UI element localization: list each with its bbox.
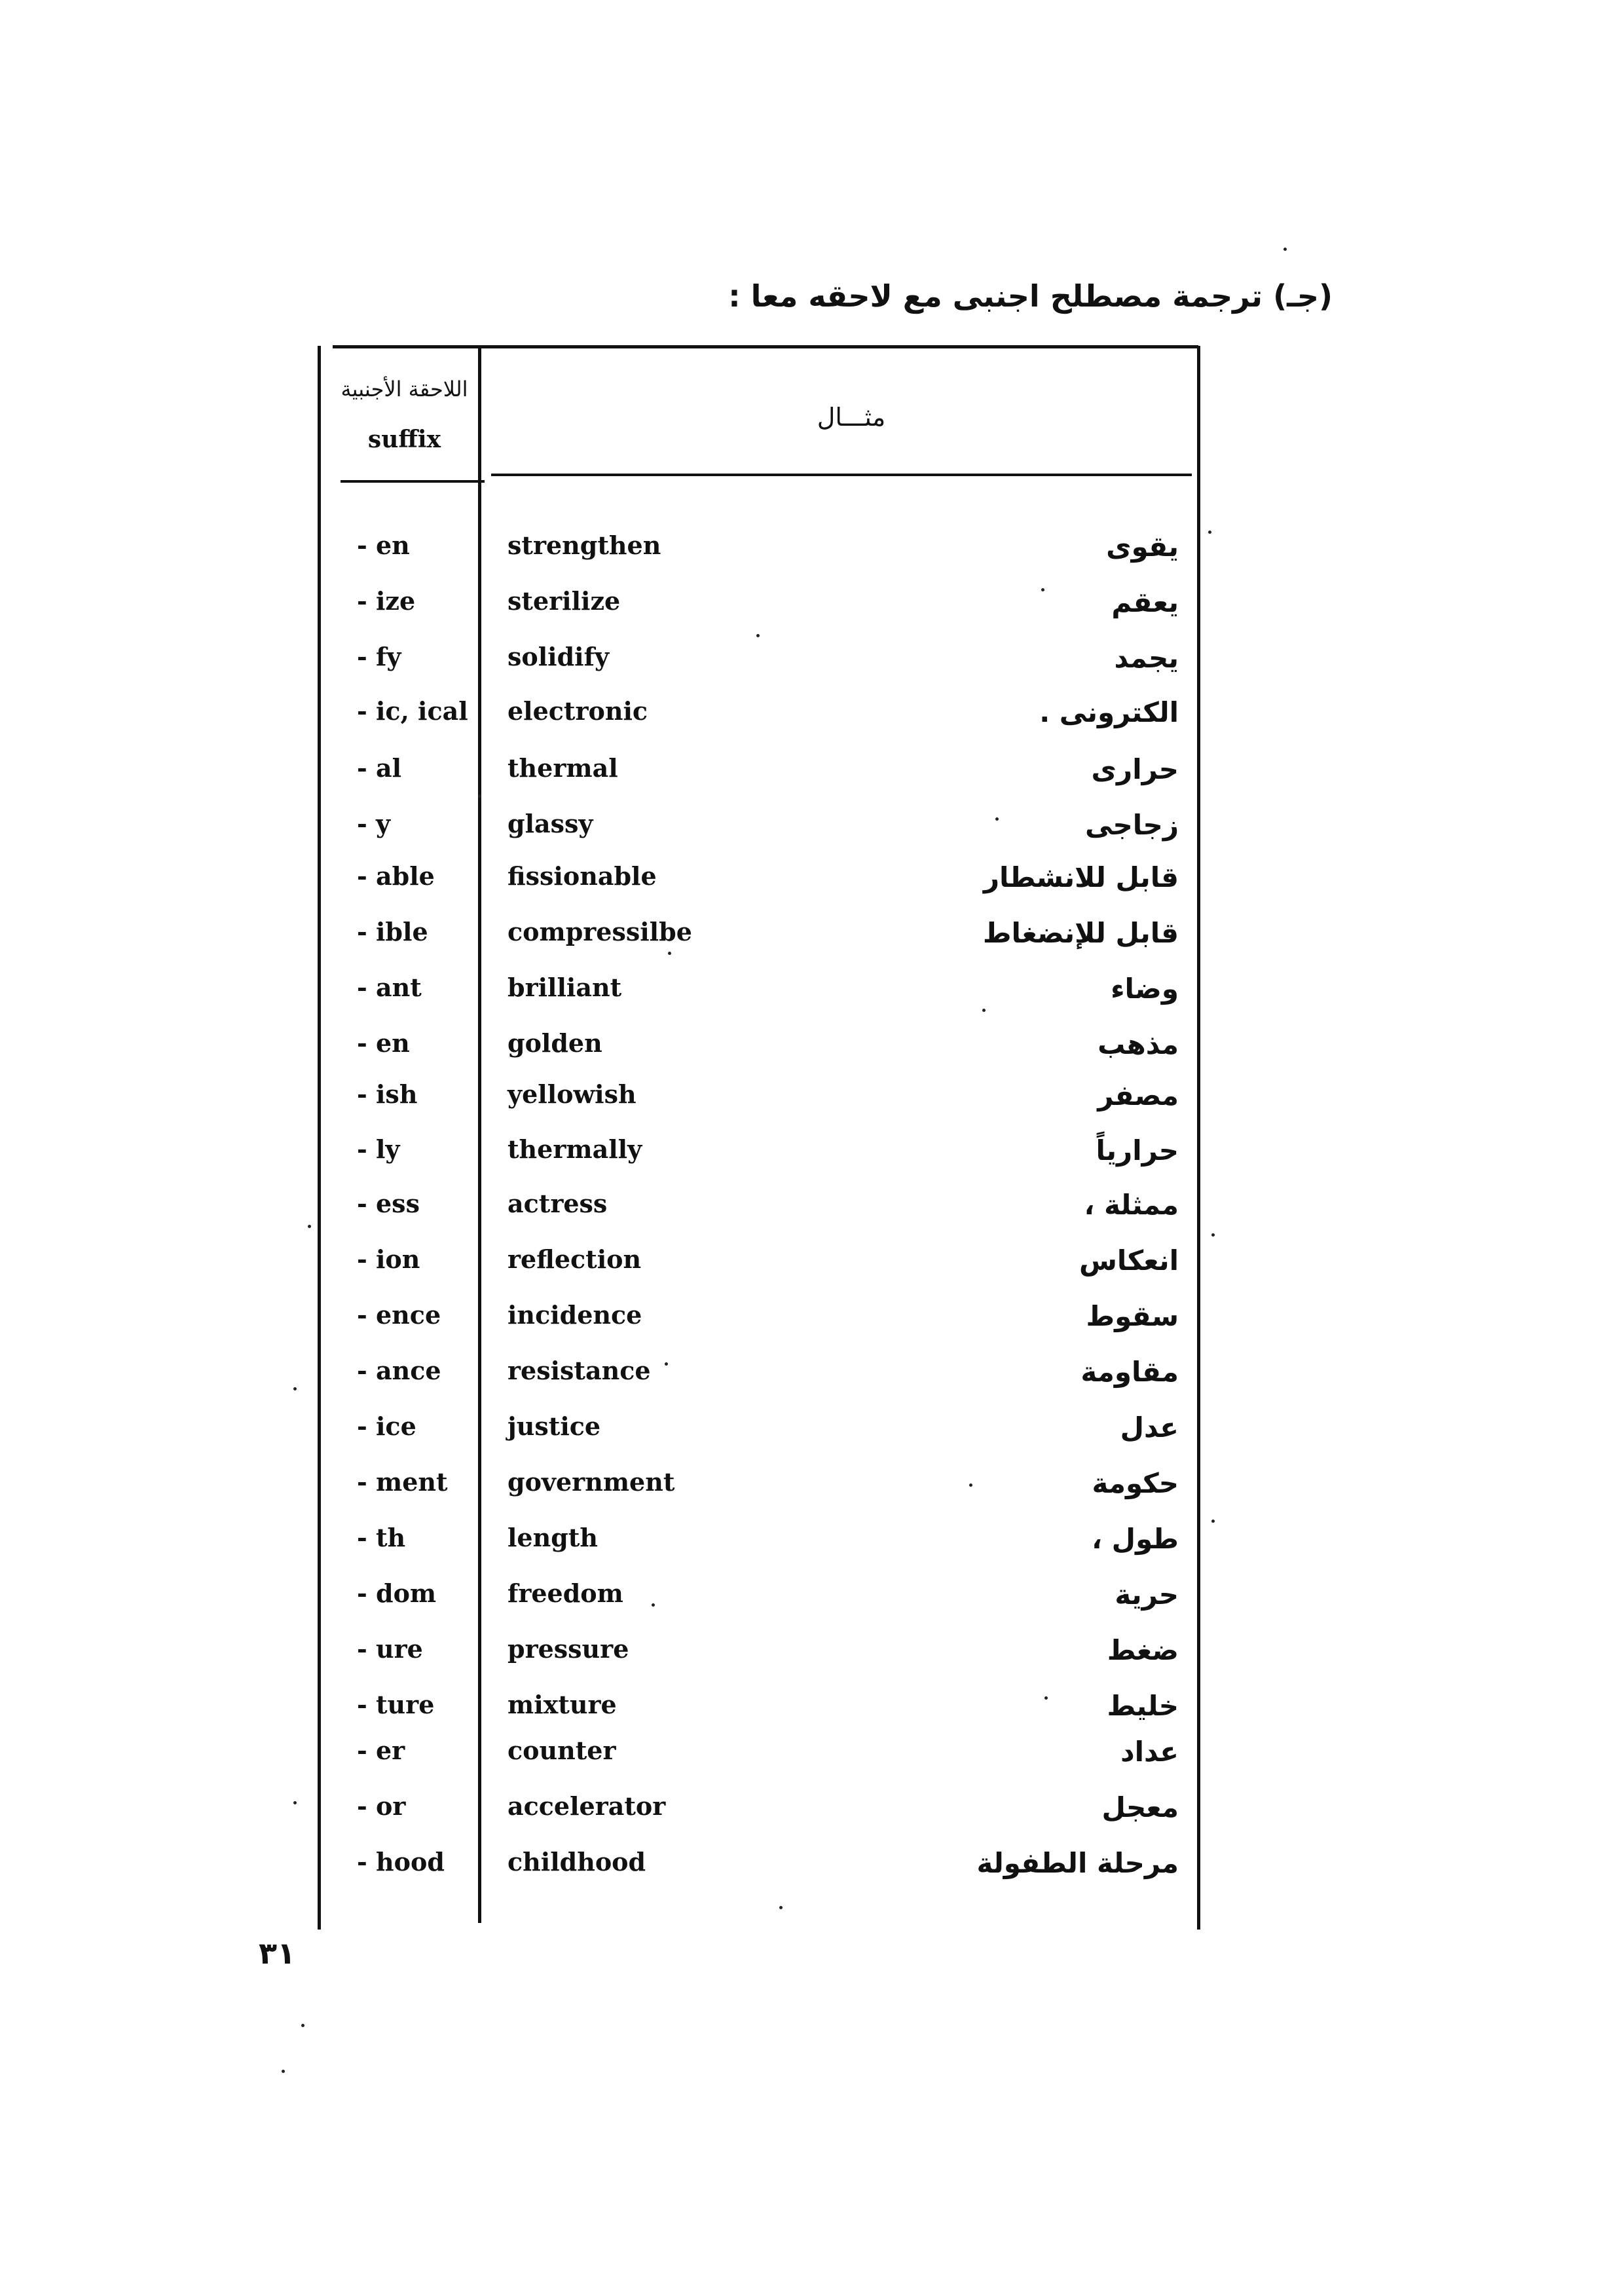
example-column-header: مثـــال <box>817 403 886 432</box>
arabic-translation-cell: يعقم <box>1111 586 1179 618</box>
table-row <box>0 809 1624 855</box>
english-example-cell: sterilize <box>507 586 621 616</box>
suffix-cell: - ible <box>357 917 428 946</box>
suffix-cell: - ant <box>357 973 422 1002</box>
suffix-header-rule <box>341 480 485 483</box>
english-example-cell: thermal <box>507 753 618 783</box>
arabic-translation-cell: وضاء <box>1111 973 1179 1005</box>
scan-speck <box>301 2024 304 2027</box>
arabic-translation-cell: عدل <box>1120 1411 1179 1444</box>
arabic-translation-cell: حرارياً <box>1096 1134 1179 1166</box>
suffix-cell: - hood <box>357 1847 445 1876</box>
table-row <box>0 1134 1624 1180</box>
scan-speck <box>1041 588 1044 591</box>
scan-speck <box>308 1225 311 1228</box>
english-example-cell: length <box>507 1523 598 1552</box>
suffix-cell: - ish <box>357 1079 418 1109</box>
arabic-translation-cell: مصفر <box>1098 1079 1179 1111</box>
arabic-translation-cell: مقاومة <box>1080 1356 1179 1388</box>
suffix-cell: - en <box>357 1028 410 1058</box>
arabic-translation-cell: مذهب <box>1098 1028 1179 1060</box>
table-row <box>0 1244 1624 1290</box>
suffix-cell: - ure <box>357 1634 423 1664</box>
scan-speck <box>1283 248 1287 251</box>
arabic-translation-cell: ممثلة ، <box>1084 1189 1179 1221</box>
arabic-translation-cell: انعكاس <box>1079 1244 1179 1277</box>
table-row <box>0 1634 1624 1680</box>
english-example-cell: childhood <box>507 1847 646 1876</box>
table-row <box>0 531 1624 576</box>
table-top-rule <box>333 345 1198 348</box>
english-example-cell: actress <box>507 1189 608 1218</box>
english-example-cell: reflection <box>507 1244 642 1274</box>
table-row <box>0 586 1624 632</box>
arabic-translation-cell: معجل <box>1101 1791 1179 1823</box>
table-row <box>0 1791 1624 1837</box>
scan-speck <box>779 1906 783 1909</box>
table-row <box>0 1690 1624 1736</box>
table-row <box>0 753 1624 799</box>
english-example-cell: accelerator <box>507 1791 666 1821</box>
table-row <box>0 1189 1624 1235</box>
scan-speck <box>995 817 999 821</box>
english-example-cell: pressure <box>507 1634 629 1664</box>
table-row <box>0 642 1624 688</box>
suffix-cell: - en <box>357 531 410 560</box>
scan-speck <box>1208 531 1211 534</box>
suffix-cell: - th <box>357 1523 406 1552</box>
scan-speck <box>652 1603 655 1607</box>
english-example-cell: glassy <box>507 809 593 838</box>
english-example-cell: government <box>507 1467 675 1497</box>
scan-speck <box>1211 1520 1215 1523</box>
suffix-cell: - or <box>357 1791 406 1821</box>
scan-speck <box>282 2070 285 2073</box>
table-row <box>0 1356 1624 1402</box>
table-row <box>0 1028 1624 1074</box>
table-row <box>0 1467 1624 1513</box>
table-row <box>0 1523 1624 1569</box>
page-number: ٣١ <box>259 1935 296 1971</box>
scan-speck <box>665 1362 668 1366</box>
table-row <box>0 1578 1624 1624</box>
table-row <box>0 973 1624 1018</box>
suffix-cell: - ment <box>357 1467 448 1497</box>
arabic-translation-cell: الكترونى . <box>1039 696 1179 728</box>
arabic-translation-cell: حكومة <box>1092 1467 1179 1499</box>
table-row <box>0 861 1624 907</box>
arabic-translation-cell: طول ، <box>1092 1523 1179 1555</box>
scan-speck <box>969 1483 972 1487</box>
arabic-translation-cell: ضغط <box>1107 1634 1179 1666</box>
english-example-cell: incidence <box>507 1300 642 1330</box>
english-example-cell: mixture <box>507 1690 617 1719</box>
suffix-cell: - ic, ical <box>357 696 468 726</box>
english-example-cell: resistance <box>507 1356 651 1385</box>
scan-speck <box>1044 1696 1048 1700</box>
arabic-translation-cell: مرحلة الطفولة <box>976 1847 1179 1879</box>
scan-speck <box>982 1009 986 1012</box>
english-example-cell: strengthen <box>507 531 661 560</box>
section-heading: (جـ) ترجمة مصطلح اجنبى مع لاحقه معا : <box>728 278 1333 314</box>
suffix-cell: - ly <box>357 1134 400 1164</box>
english-example-cell: golden <box>507 1028 602 1058</box>
english-example-cell: yellowish <box>507 1079 637 1109</box>
arabic-translation-cell: حرية <box>1115 1578 1179 1611</box>
suffix-column-header-arabic: اللاحقة الأجنبية <box>341 377 468 401</box>
table-row <box>0 1847 1624 1893</box>
table-row <box>0 1079 1624 1125</box>
suffix-cell: - ture <box>357 1690 435 1719</box>
arabic-translation-cell: يجمد <box>1114 642 1179 674</box>
scan-speck <box>478 794 481 798</box>
suffix-cell: - al <box>357 753 402 783</box>
scan-speck <box>293 1801 297 1804</box>
table-row <box>0 1411 1624 1457</box>
suffix-cell: - ance <box>357 1356 441 1385</box>
arabic-translation-cell: زجاجى <box>1085 809 1179 841</box>
english-example-cell: electronic <box>507 696 648 726</box>
arabic-translation-cell: خليط <box>1107 1690 1179 1722</box>
english-example-cell: counter <box>507 1736 616 1765</box>
scan-speck <box>1211 1233 1215 1237</box>
suffix-cell: - ize <box>357 586 416 616</box>
english-example-cell: freedom <box>507 1578 623 1608</box>
english-example-cell: compressilbe <box>507 917 692 946</box>
scan-speck <box>756 634 760 637</box>
table-row <box>0 1300 1624 1346</box>
suffix-cell: - able <box>357 861 435 891</box>
suffix-cell: - fy <box>357 642 401 671</box>
english-example-cell: fissionable <box>507 861 657 891</box>
arabic-translation-cell: حرارى <box>1091 753 1179 785</box>
arabic-translation-cell: عداد <box>1120 1736 1179 1768</box>
suffix-cell: - ence <box>357 1300 441 1330</box>
table-row <box>0 1736 1624 1782</box>
suffix-cell: - dom <box>357 1578 437 1608</box>
suffix-cell: - y <box>357 809 391 838</box>
scan-speck <box>668 952 671 955</box>
arabic-translation-cell: سقوط <box>1086 1300 1179 1332</box>
arabic-translation-cell: قابل للانشطار <box>983 861 1179 893</box>
suffix-cell: - er <box>357 1736 405 1765</box>
suffix-cell: - ice <box>357 1411 416 1441</box>
suffix-cell: - ion <box>357 1244 420 1274</box>
english-example-cell: solidify <box>507 642 610 671</box>
example-header-rule <box>491 474 1192 476</box>
table-row <box>0 917 1624 963</box>
scan-speck <box>293 1387 297 1390</box>
english-example-cell: justice <box>507 1411 601 1441</box>
arabic-translation-cell: قابل للإنضغاط <box>982 917 1179 949</box>
suffix-cell: - ess <box>357 1189 420 1218</box>
english-example-cell: brilliant <box>507 973 622 1002</box>
table-row <box>0 696 1624 742</box>
arabic-translation-cell: يقوى <box>1106 531 1179 563</box>
english-example-cell: thermally <box>507 1134 642 1164</box>
suffix-column-header-english: suffix <box>367 426 441 453</box>
